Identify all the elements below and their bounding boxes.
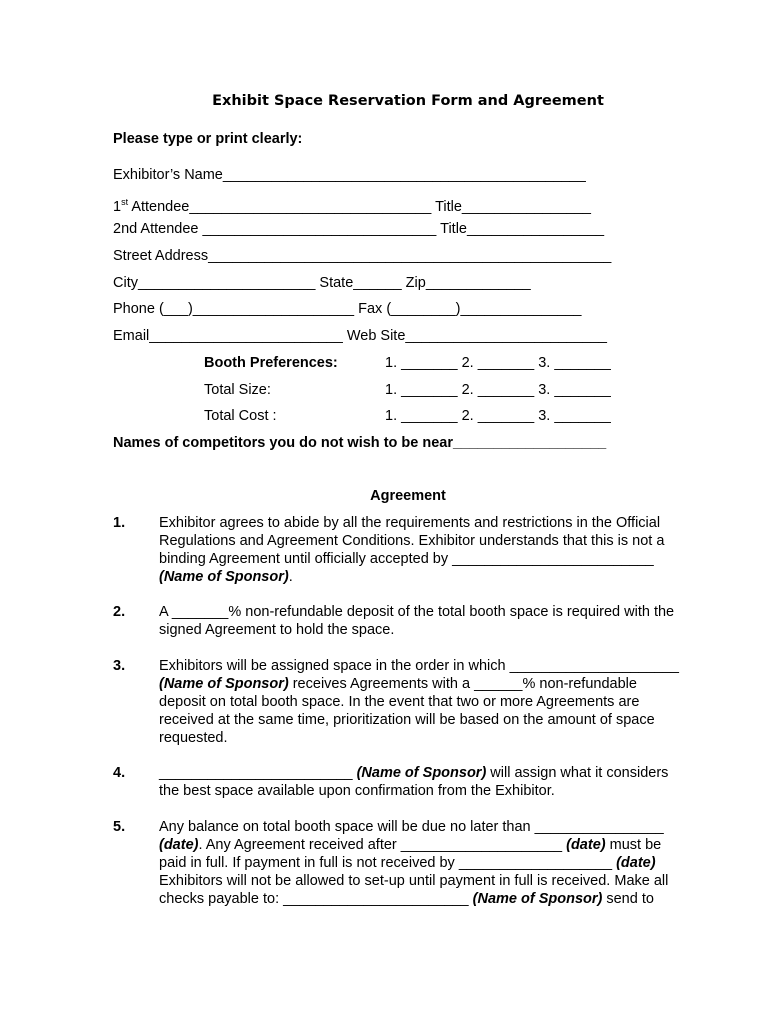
item-5-line-start: paid in full. If payment in full is not received by ___________________ [159,855,617,871]
item-3-line [159,675,704,693]
item-3-line-rest: receives Agreements with a ______% non-refundable [288,676,637,692]
item-1-number: 1. [113,515,126,531]
instruction-text: Please type or print clearly: [113,131,303,147]
item-3-text [159,657,704,747]
date-label: (date) [616,855,656,871]
item-5-line: Any balance on total booth space will be due no later than ________________ [159,819,664,835]
sponsor-name-label: (Name of Sponsor) [472,891,603,907]
competitors-field[interactable]: Names of competitors you do not wish to be near___________________ [113,435,607,451]
total-size-choices[interactable]: 1. _______ 2. _______ 3. _______ [385,382,611,398]
item-1-text [159,514,704,586]
item-4-number: 4. [113,765,126,781]
date-label: (date) [159,837,199,853]
street-address-field[interactable]: Street Address__________________________________________________ [113,248,612,264]
email-website-field[interactable]: Email________________________ Web Site_________________________ [113,328,607,344]
attendee-1-field[interactable] [113,193,591,216]
agreement-heading: Agreement [370,488,446,504]
attendee-1-label: Attendee______________________________ Title________________ [128,198,591,215]
item-5-line [159,854,704,872]
item-3-number: 3. [113,658,126,674]
item-1-line [159,568,704,586]
item-3-line: Exhibitors will be assigned space in the order in which _____________________ [159,658,679,674]
sponsor-name-label: (Name of Sponsor) [159,569,289,585]
booth-preferences-choices[interactable]: 1. _______ 2. _______ 3. _______ [385,355,611,371]
item-4-blank: ________________________ [159,765,357,781]
item-4-line: the best space available upon confirmation from the Exhibitor. [159,783,555,799]
attendee-1-number: 1 [113,198,122,215]
item-3-line: requested. [159,730,228,746]
item-1-line: binding Agreement until officially accepted by _________________________ [159,551,654,567]
item-5-line [159,890,704,908]
date-label: (date) [566,837,606,853]
booth-preferences-label: Booth Preferences: [204,355,338,371]
item-5-text [159,818,704,908]
item-4-line-rest: will assign what it considers [486,765,669,781]
item-5-line-mid: . Any Agreement received after ____________________ [198,837,567,853]
item-2-line: A _______% non-refundable deposit of the total booth space is required with the [159,604,675,620]
item-1-line: Exhibitor agrees to abide by all the requirements and restrictions in the Official [159,515,661,531]
attendee-2-field[interactable]: 2nd Attendee _____________________________ Title_________________ [113,221,605,237]
item-1-line: Regulations and Agreement Conditions. Exhibitor understands that this is not a [159,533,665,549]
item-4-text [159,764,704,800]
sponsor-name-label: (Name of Sponsor) [356,765,487,781]
page-title: Exhibit Space Reservation Form and Agreement [212,93,604,109]
item-2-line: signed Agreement to hold the space. [159,622,395,638]
item-5-line-end: must be [605,837,662,853]
item-3-line: received at the same time, prioritization will be based on the amount of space [159,712,655,728]
item-5-line [159,836,704,854]
exhibitor-name-field[interactable]: Exhibitor’s Name_____________________________________________ [113,167,586,183]
item-2-number: 2. [113,604,126,620]
item-4-line [159,764,704,782]
city-state-zip-field[interactable]: City______________________ State______ Zip_____________ [113,275,531,291]
total-cost-label: Total Cost : [204,408,277,424]
item-1-period: . [288,569,293,585]
total-cost-choices[interactable]: 1. _______ 2. _______ 3. _______ [385,408,611,424]
item-2-text [159,603,704,639]
item-5-line-end: send to [602,891,654,907]
item-3-line: deposit on total booth space. In the event that two or more Agreements are [159,694,640,710]
item-5-line: Exhibitors will not be allowed to set-up until payment in full is received. Make all [159,873,669,889]
attendee-1-ordinal: st [121,197,129,207]
item-5-number: 5. [113,819,126,835]
phone-fax-field[interactable]: Phone (___)____________________ Fax (________)_______________ [113,301,582,317]
total-size-label: Total Size: [204,382,271,398]
item-5-line-start: checks payable to: _______________________ [159,891,473,907]
sponsor-name-label: (Name of Sponsor) [159,676,289,692]
